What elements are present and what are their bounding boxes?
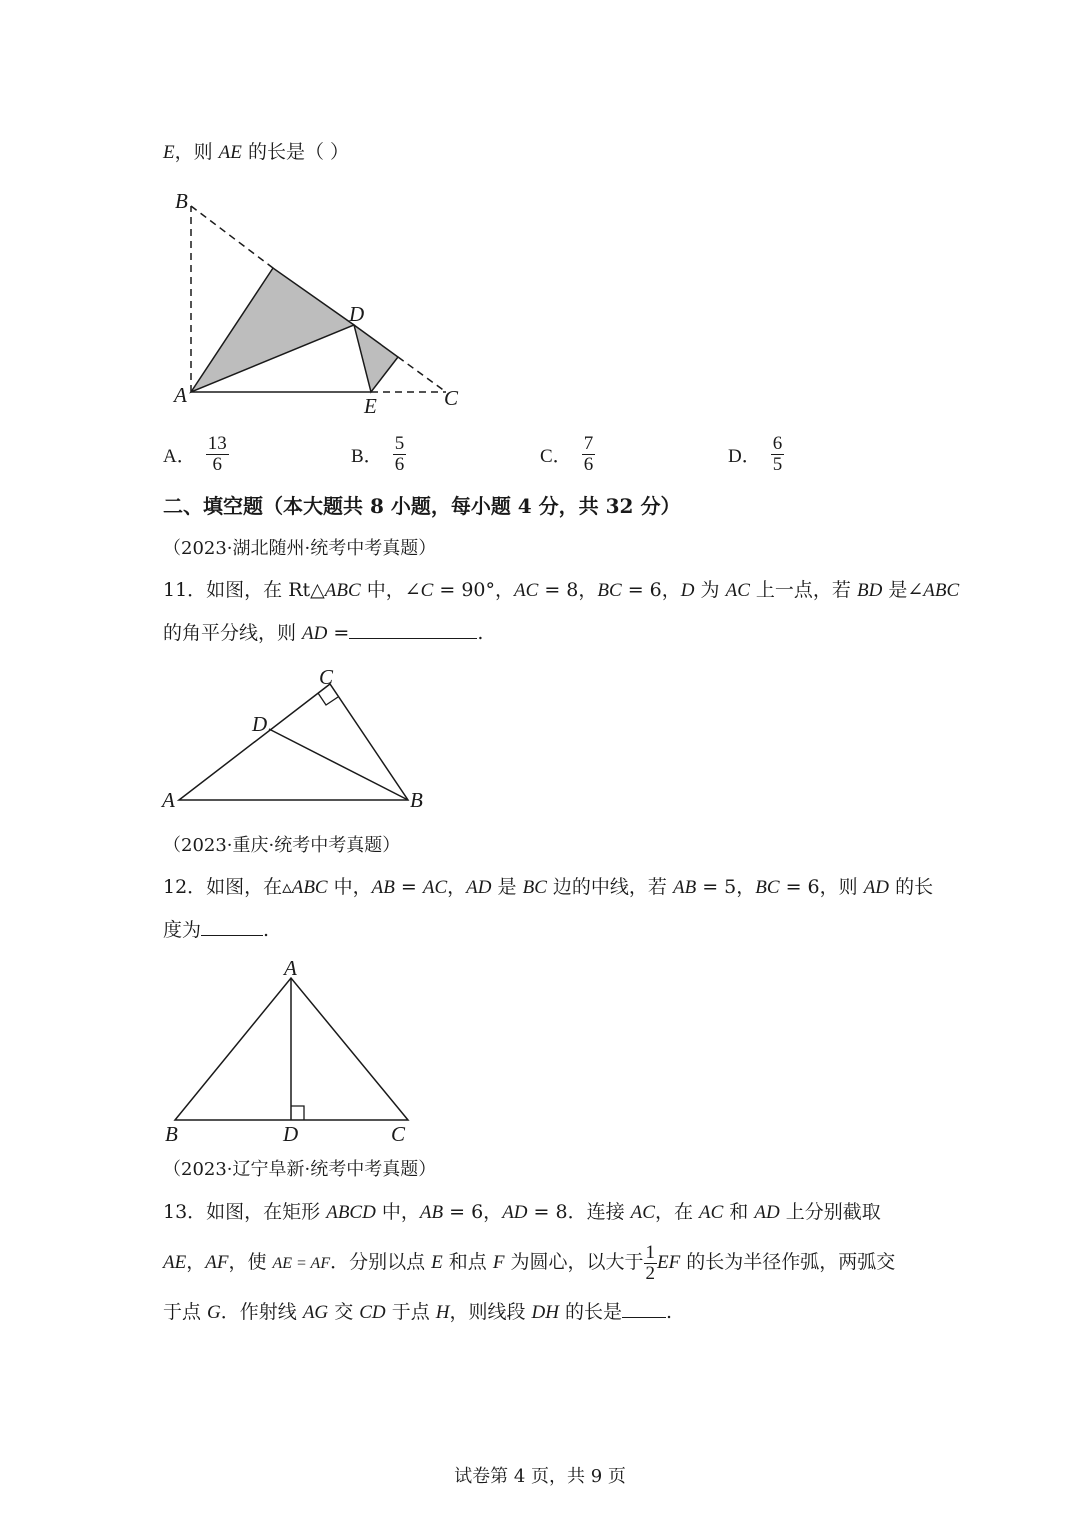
q12-label-d: D: [283, 1122, 299, 1146]
q10-label-c: C: [444, 386, 459, 410]
q13-line3: 于点 G．作射线 AG 交 CD 于点 H，则线段 DH 的长是 .: [163, 1301, 673, 1323]
q12-line2: 度为 .: [163, 919, 270, 941]
q13-source: （2023·辽宁阜新·统考中考真题）: [163, 1159, 437, 1180]
q12-source: （2023·重庆·统考中考真题）: [163, 835, 401, 856]
q13-half-fraction: $\frac{1}{2}$: [645, 1241, 656, 1284]
q10-stem-tail: E，则 AE 的长是（ ）: [163, 141, 349, 163]
q10-option-d-fraction: $\frac{6}{5}$: [772, 433, 783, 475]
q11-label-c: C: [319, 665, 334, 689]
page-footer: 试卷第 4 页，共 9 页: [454, 1466, 626, 1487]
q10-option-b-fraction: $\frac{5}{6}$: [394, 433, 405, 475]
q13-line2: AE，AF，使 AE = AF．分别以点 E 和点 F 为圆心，以大于 $\frac{1}{2}$ EF 的长为半径作弧，两弧交: [163, 1241, 896, 1284]
q13-answer-blank[interactable]: [622, 1299, 666, 1318]
q12-label-a: A: [284, 956, 297, 980]
q10-label-b: B: [175, 189, 188, 213]
q12-label-b: B: [165, 1122, 178, 1146]
q10-option-a: A． $\frac{13}{6}$: [163, 433, 227, 475]
q11-label-b: B: [410, 788, 423, 812]
q11-label-a: A: [162, 788, 175, 812]
q13-line1: 13．如图，在矩形 ABCD 中，AB = 6，AD = 8．连接 AC，在 AC 和 AD 上分别截取: [163, 1201, 881, 1223]
q12-line1: 12．如图，在▵ABC 中，AB = AC，AD 是 BC 边的中线，若 AB = 5，BC = 6，则 AD 的长: [163, 876, 934, 898]
q10-point-e: E: [163, 142, 175, 163]
q11-label-d: D: [252, 712, 268, 736]
q10-option-a-fraction: $\frac{13}{6}$: [207, 433, 227, 475]
q12-label-c: C: [391, 1122, 406, 1146]
q10-label-a: A: [174, 383, 187, 407]
q10-option-d: D． $\frac{6}{5}$: [728, 433, 783, 475]
q10-label-d: D: [349, 302, 365, 326]
q11-line2: 的角平分线，则 AD = .: [163, 622, 484, 644]
q11-line1: 11．如图，在 Rt△ABC 中，∠C = 90°，AC = 8，BC = 6，D 为 AC 上一点，若 BD 是∠ABC: [163, 579, 960, 601]
q12-right-angle-mark: [291, 1106, 304, 1120]
q10-option-c: C． $\frac{7}{6}$: [540, 433, 594, 475]
q10-label-e: E: [364, 394, 377, 418]
section2-title: 二、填空题（本大题共 8 小题，每小题 4 分，共 32 分）: [163, 494, 681, 518]
q10-option-b: B． $\frac{5}{6}$: [351, 433, 405, 475]
q11-source: （2023·湖北随州·统考中考真题）: [163, 538, 437, 559]
q10-option-c-fraction: $\frac{7}{6}$: [583, 433, 594, 475]
